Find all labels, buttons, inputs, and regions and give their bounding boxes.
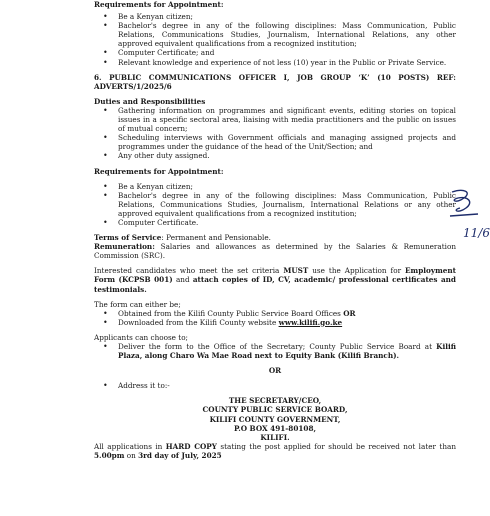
remuneration-text: Salaries and allowances as determined by the Salaries & Remuneration Commission (SRC). [94, 242, 456, 261]
requirements-heading: Requirements for Appointment: [94, 0, 224, 9]
requirements-heading: Requirements for Appointment: [94, 166, 224, 176]
option-text: Downloaded from the Kilifi County website [118, 317, 279, 327]
list-item: • Computer Certificate; and [94, 48, 456, 57]
terms-label: Terms of Service [94, 233, 162, 243]
list-item: • Any other duty assigned. [94, 151, 456, 160]
interest-text: use the Application for [308, 266, 406, 276]
form-name: Employment Form (KCPSB 001) [94, 266, 456, 285]
margin-note: 11/6 [463, 226, 490, 240]
form-intro: The form can either be; [94, 299, 181, 309]
address-line: THE SECRETARY/CEO, [228, 396, 322, 406]
list-item [94, 309, 456, 318]
document-page [94, 0, 456, 460]
list-item [94, 342, 456, 360]
deadline-time: 5.00pm [94, 450, 125, 460]
closing-text: on [124, 450, 139, 460]
must-text: MUST [283, 266, 309, 276]
address-line: COUNTY PUBLIC SERVICE BOARD, [202, 405, 348, 415]
form-options [94, 309, 456, 327]
duties-list [94, 106, 456, 161]
closing-text: stating the post applied for should be received not later than [216, 441, 456, 451]
or-text: OR [343, 308, 356, 318]
list-item: • Relevant knowledge and experience of not less (10) year in the Public or Private Service. [94, 58, 456, 67]
closing-paragraph [94, 442, 456, 460]
list-item: • Bachelor's degree in any of the following disciplines: Mass Communication, Public Relations, Communications Studies, Journalism, International Relations or any other approved equivalent qualifications from a recognized institution; [94, 191, 456, 218]
list-item [94, 318, 456, 327]
duties-heading: Duties and Responsibilities [94, 96, 206, 106]
address-option [94, 381, 456, 390]
terms-text: : Permanent and Pensionable. [161, 233, 271, 243]
choose-intro: Applicants can choose to; [94, 332, 188, 342]
attach-text: attach copies of ID, CV, academic/ professional certificates and testimonials. [94, 275, 457, 294]
requirements-list [94, 12, 456, 67]
delivery-options [94, 342, 456, 360]
terms-paragraph [94, 233, 456, 260]
requirements-list [94, 182, 456, 227]
position-heading: 6. PUBLIC COMMUNICATIONS OFFICER I, JOB GROUP ‘K’ (10 POSTS) REF: ADVERTS/1/2025/6 [94, 72, 456, 91]
address-line: KILIFI COUNTY GOVERNMENT, [209, 414, 341, 424]
list-item: • Bachelor's degree in any of the following disciplines: Mass Communication, Public Relations, Communications Studies, Journalism, International Relations, any other approved equivalent qualifications from a recognized institution; [94, 21, 456, 48]
address-line: P.O BOX 491-80108, [233, 423, 317, 433]
or-separator: OR [268, 366, 282, 376]
list-item: • Address it to:- [94, 381, 456, 390]
remuneration-label: Remuneration: [94, 242, 155, 252]
deadline-date: 3rd day of July, 2025 [138, 450, 222, 460]
closing-text: All applications in [94, 441, 166, 451]
deliver-text: Deliver the form to the Office of the Secretary; County Public Service Board at [118, 342, 437, 351]
list-item: • Scheduling interviews with Government officials and managing assigned projects and programmes under the guidance of the head of the Unit/Section; and [94, 133, 456, 151]
website-link[interactable]: www.kilifi.go.ke [278, 317, 343, 327]
signature-icon [444, 186, 484, 226]
list-item: • Be a Kenyan citizen; [94, 182, 456, 191]
interest-paragraph [94, 266, 456, 293]
interest-text: and [172, 275, 193, 285]
address-line: KILIFI. [260, 432, 290, 442]
list-item: • Be a Kenyan citizen; [94, 12, 456, 21]
option-text: Obtained from the Kilifi County Public Service Board Offices [118, 308, 344, 318]
interest-text: Interested candidates who meet the set criteria [94, 266, 284, 276]
list-item: • Computer Certificate. [94, 218, 456, 227]
list-item: • Gathering information on programmes and significant events, editing stories on topical issues in a specific sectoral area, liaising with media practitioners and the public on issues of mutual concern; [94, 106, 456, 133]
hard-copy-text: HARD COPY [165, 441, 217, 451]
deliver-location: Kilifi Plaza, along Charo Wa Mae Road next to Equity Bank (Kilifi Branch). [118, 342, 456, 361]
